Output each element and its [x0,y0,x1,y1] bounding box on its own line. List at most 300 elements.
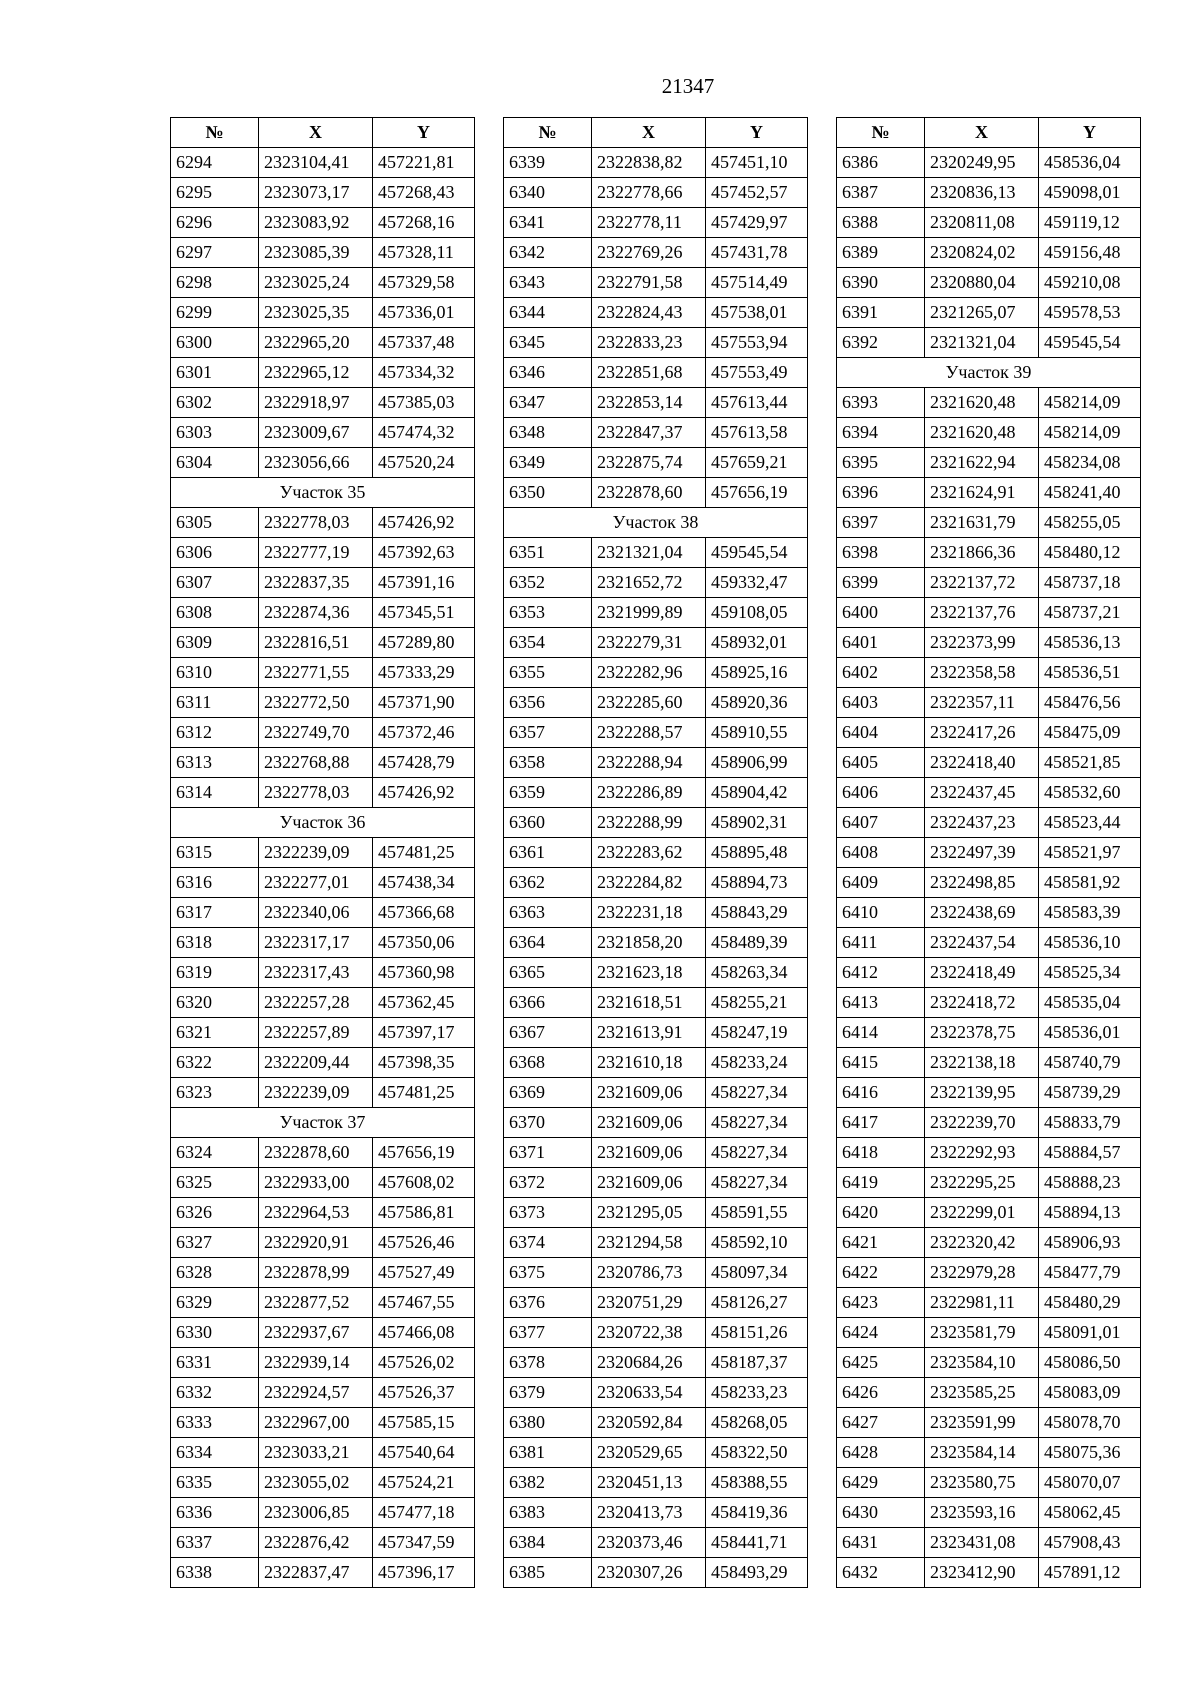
table-row [837,1468,1141,1498]
table-row [504,898,808,928]
x-coordinate-cell: 2321609,06 [592,1108,706,1138]
y-coordinate-cell: 458227,34 [706,1078,808,1108]
point-number-cell: 6430 [837,1498,925,1528]
table-row [171,1018,475,1048]
y-coordinate-cell: 458097,34 [706,1258,808,1288]
y-coordinate-cell: 458532,60 [1039,778,1141,808]
table-row [504,1288,808,1318]
x-coordinate-cell: 2323085,39 [259,238,373,268]
point-number-cell: 6322 [171,1048,259,1078]
table-row [171,1198,475,1228]
y-coordinate-cell: 458477,79 [1039,1258,1141,1288]
y-coordinate-cell: 458083,09 [1039,1378,1141,1408]
table-row [504,838,808,868]
y-coordinate-cell: 458476,56 [1039,688,1141,718]
table-row [171,778,475,808]
x-coordinate-cell: 2322937,67 [259,1318,373,1348]
table-row [504,1468,808,1498]
table-row [171,1048,475,1078]
point-number-cell: 6385 [504,1558,592,1588]
point-number-cell: 6376 [504,1288,592,1318]
y-coordinate-cell: 458888,23 [1039,1168,1141,1198]
table-row [504,628,808,658]
y-coordinate-cell: 457429,97 [706,208,808,238]
y-coordinate-cell: 458247,19 [706,1018,808,1048]
table-row [171,1288,475,1318]
x-coordinate-cell: 2322838,82 [592,148,706,178]
x-coordinate-cell: 2322778,11 [592,208,706,238]
x-coordinate-cell: 2323083,92 [259,208,373,238]
x-coordinate-cell: 2323585,25 [925,1378,1039,1408]
section-row [837,358,1141,388]
point-number-cell: 6409 [837,868,925,898]
point-number-cell: 6432 [837,1558,925,1588]
point-number-cell: 6390 [837,268,925,298]
y-coordinate-cell: 458583,39 [1039,898,1141,928]
x-coordinate-cell: 2323025,24 [259,268,373,298]
point-number-cell: 6380 [504,1408,592,1438]
x-coordinate-cell: 2323025,35 [259,298,373,328]
y-coordinate-cell: 458441,71 [706,1528,808,1558]
table-row [171,238,475,268]
table-row [504,1348,808,1378]
table-row [837,1258,1141,1288]
x-coordinate-cell: 2322498,85 [925,868,1039,898]
table-row [837,1108,1141,1138]
y-coordinate-cell: 459545,54 [706,538,808,568]
point-number-cell: 6320 [171,988,259,1018]
table-row [504,928,808,958]
y-coordinate-cell: 457372,46 [373,718,475,748]
table-row [837,508,1141,538]
table-row [837,688,1141,718]
point-number-cell: 6374 [504,1228,592,1258]
x-coordinate-cell: 2322239,70 [925,1108,1039,1138]
point-number-cell: 6429 [837,1468,925,1498]
table-row [504,1108,808,1138]
point-number-cell: 6316 [171,868,259,898]
y-coordinate-cell: 459098,01 [1039,178,1141,208]
table-row [837,598,1141,628]
point-number-cell: 6334 [171,1438,259,1468]
y-coordinate-cell: 457524,21 [373,1468,475,1498]
y-coordinate-cell: 457268,43 [373,178,475,208]
y-coordinate-cell: 457333,29 [373,658,475,688]
y-coordinate-cell: 458932,01 [706,628,808,658]
y-coordinate-cell: 457391,16 [373,568,475,598]
point-number-cell: 6337 [171,1528,259,1558]
y-coordinate-cell: 459545,54 [1039,328,1141,358]
point-number-cell: 6428 [837,1438,925,1468]
y-coordinate-cell: 457334,32 [373,358,475,388]
table-row [837,1228,1141,1258]
point-number-cell: 6358 [504,748,592,778]
table-row [171,208,475,238]
table-row [837,1138,1141,1168]
y-coordinate-cell: 458419,36 [706,1498,808,1528]
y-coordinate-cell: 458523,44 [1039,808,1141,838]
point-number-cell: 6388 [837,208,925,238]
y-coordinate-cell: 458227,34 [706,1108,808,1138]
table-row [837,238,1141,268]
table-row [837,298,1141,328]
x-coordinate-cell: 2322320,42 [925,1228,1039,1258]
table-row [837,1318,1141,1348]
y-coordinate-cell: 458536,01 [1039,1018,1141,1048]
x-coordinate-cell: 2321623,18 [592,958,706,988]
y-coordinate-cell: 458489,39 [706,928,808,958]
x-coordinate-cell: 2322373,99 [925,628,1039,658]
x-coordinate-cell: 2322138,18 [925,1048,1039,1078]
point-number-cell: 6394 [837,418,925,448]
x-coordinate-cell: 2322437,45 [925,778,1039,808]
point-number-cell: 6347 [504,388,592,418]
table-row [504,568,808,598]
point-number-cell: 6333 [171,1408,259,1438]
y-coordinate-cell: 457328,11 [373,238,475,268]
table-row [837,1378,1141,1408]
table-row [171,868,475,898]
x-coordinate-cell: 2322875,74 [592,448,706,478]
section-row [504,508,808,538]
y-coordinate-cell: 457336,01 [373,298,475,328]
x-coordinate-cell: 2322286,89 [592,778,706,808]
table-row [171,1348,475,1378]
point-number-cell: 6372 [504,1168,592,1198]
point-number-cell: 6400 [837,598,925,628]
x-coordinate-cell: 2323593,16 [925,1498,1039,1528]
point-number-cell: 6317 [171,898,259,928]
point-number-cell: 6338 [171,1558,259,1588]
x-coordinate-cell: 2321620,48 [925,388,1039,418]
y-coordinate-cell: 457659,21 [706,448,808,478]
x-coordinate-cell: 2322876,42 [259,1528,373,1558]
table-row [171,508,475,538]
x-coordinate-cell: 2321624,91 [925,478,1039,508]
x-coordinate-cell: 2321999,89 [592,598,706,628]
point-number-cell: 6360 [504,808,592,838]
y-coordinate-cell: 458895,48 [706,838,808,868]
x-coordinate-cell: 2322965,20 [259,328,373,358]
x-coordinate-cell: 2322283,62 [592,838,706,868]
table-row [171,1498,475,1528]
table-row [171,1078,475,1108]
table-row [171,268,475,298]
x-coordinate-cell: 2322769,26 [592,238,706,268]
y-coordinate-cell: 457431,78 [706,238,808,268]
x-coordinate-cell: 2322771,55 [259,658,373,688]
point-number-cell: 6330 [171,1318,259,1348]
point-number-cell: 6401 [837,628,925,658]
x-coordinate-cell: 2321265,07 [925,298,1039,328]
table-row [504,1528,808,1558]
x-coordinate-cell: 2322967,00 [259,1408,373,1438]
table-row [504,448,808,478]
y-coordinate-cell: 457268,16 [373,208,475,238]
point-number-cell: 6362 [504,868,592,898]
y-coordinate-cell: 457347,59 [373,1528,475,1558]
y-coordinate-cell: 458737,21 [1039,598,1141,628]
x-coordinate-cell: 2322231,18 [592,898,706,928]
x-coordinate-cell: 2322292,93 [925,1138,1039,1168]
x-coordinate-cell: 2322497,39 [925,838,1039,868]
point-number-cell: 6294 [171,148,259,178]
table-row [837,178,1141,208]
header-y: Y [1039,118,1141,148]
point-number-cell: 6363 [504,898,592,928]
point-number-cell: 6348 [504,418,592,448]
table-row [171,658,475,688]
y-coordinate-cell: 457481,25 [373,1078,475,1108]
header-x: X [925,118,1039,148]
section-title: Участок 35 [171,478,475,508]
point-number-cell: 6307 [171,568,259,598]
y-coordinate-cell: 457514,49 [706,268,808,298]
point-number-cell: 6304 [171,448,259,478]
table-row [837,898,1141,928]
table-row [171,598,475,628]
y-coordinate-cell: 457553,94 [706,328,808,358]
table-row [837,208,1141,238]
x-coordinate-cell: 2323584,10 [925,1348,1039,1378]
x-coordinate-cell: 2322438,69 [925,898,1039,928]
table-row [504,418,808,448]
table-row [504,208,808,238]
table-row [837,1078,1141,1108]
point-number-cell: 6411 [837,928,925,958]
y-coordinate-cell: 458737,18 [1039,568,1141,598]
point-number-cell: 6387 [837,178,925,208]
x-coordinate-cell: 2320811,08 [925,208,1039,238]
x-coordinate-cell: 2322749,70 [259,718,373,748]
y-coordinate-cell: 458884,57 [1039,1138,1141,1168]
point-number-cell: 6357 [504,718,592,748]
y-coordinate-cell: 457329,58 [373,268,475,298]
x-coordinate-cell: 2323009,67 [259,418,373,448]
table-row [837,868,1141,898]
y-coordinate-cell: 457585,15 [373,1408,475,1438]
x-coordinate-cell: 2322878,60 [592,478,706,508]
point-number-cell: 6375 [504,1258,592,1288]
y-coordinate-cell: 457553,49 [706,358,808,388]
table-row [504,238,808,268]
y-coordinate-cell: 457221,81 [373,148,475,178]
x-coordinate-cell: 2323055,02 [259,1468,373,1498]
point-number-cell: 6351 [504,538,592,568]
table-row [504,1408,808,1438]
y-coordinate-cell: 457385,03 [373,388,475,418]
point-number-cell: 6399 [837,568,925,598]
point-number-cell: 6384 [504,1528,592,1558]
table-row [171,298,475,328]
point-number-cell: 6403 [837,688,925,718]
point-number-cell: 6420 [837,1198,925,1228]
point-number-cell: 6300 [171,328,259,358]
point-number-cell: 6423 [837,1288,925,1318]
point-number-cell: 6344 [504,298,592,328]
table-row [504,1438,808,1468]
y-coordinate-cell: 458536,10 [1039,928,1141,958]
y-coordinate-cell: 458525,34 [1039,958,1141,988]
table-row [504,328,808,358]
point-number-cell: 6402 [837,658,925,688]
point-number-cell: 6339 [504,148,592,178]
x-coordinate-cell: 2322933,00 [259,1168,373,1198]
point-number-cell: 6383 [504,1498,592,1528]
y-coordinate-cell: 458843,29 [706,898,808,928]
y-coordinate-cell: 458214,09 [1039,388,1141,418]
header-y: Y [373,118,475,148]
point-number-cell: 6371 [504,1138,592,1168]
table-row [171,928,475,958]
x-coordinate-cell: 2322299,01 [925,1198,1039,1228]
x-coordinate-cell: 2321609,06 [592,1138,706,1168]
table-row [504,1138,808,1168]
x-coordinate-cell: 2321613,91 [592,1018,706,1048]
point-number-cell: 6417 [837,1108,925,1138]
x-coordinate-cell: 2323056,66 [259,448,373,478]
point-number-cell: 6298 [171,268,259,298]
x-coordinate-cell: 2322137,76 [925,598,1039,628]
point-number-cell: 6356 [504,688,592,718]
x-coordinate-cell: 2320249,95 [925,148,1039,178]
section-title: Участок 39 [837,358,1141,388]
point-number-cell: 6397 [837,508,925,538]
point-number-cell: 6377 [504,1318,592,1348]
y-coordinate-cell: 459332,47 [706,568,808,598]
point-number-cell: 6352 [504,568,592,598]
y-coordinate-cell: 458233,23 [706,1378,808,1408]
header-number: № [171,118,259,148]
y-coordinate-cell: 457366,68 [373,898,475,928]
point-number-cell: 6425 [837,1348,925,1378]
point-number-cell: 6379 [504,1378,592,1408]
x-coordinate-cell: 2320307,26 [592,1558,706,1588]
x-coordinate-cell: 2322847,37 [592,418,706,448]
point-number-cell: 6381 [504,1438,592,1468]
point-number-cell: 6373 [504,1198,592,1228]
point-number-cell: 6418 [837,1138,925,1168]
y-coordinate-cell: 458493,29 [706,1558,808,1588]
y-coordinate-cell: 457481,25 [373,838,475,868]
x-coordinate-cell: 2321858,20 [592,928,706,958]
point-number-cell: 6331 [171,1348,259,1378]
point-number-cell: 6386 [837,148,925,178]
table-row [171,568,475,598]
point-number-cell: 6415 [837,1048,925,1078]
table-row [837,1198,1141,1228]
x-coordinate-cell: 2322285,60 [592,688,706,718]
table-row [171,688,475,718]
x-coordinate-cell: 2323006,85 [259,1498,373,1528]
y-coordinate-cell: 457466,08 [373,1318,475,1348]
point-number-cell: 6427 [837,1408,925,1438]
point-number-cell: 6329 [171,1288,259,1318]
x-coordinate-cell: 2322288,99 [592,808,706,838]
point-number-cell: 6398 [837,538,925,568]
table-row [171,1258,475,1288]
x-coordinate-cell: 2322878,60 [259,1138,373,1168]
table-header-row [837,118,1141,148]
y-coordinate-cell: 457520,24 [373,448,475,478]
y-coordinate-cell: 457428,79 [373,748,475,778]
y-coordinate-cell: 459119,12 [1039,208,1141,238]
table-row [837,958,1141,988]
table-row [504,688,808,718]
point-number-cell: 6353 [504,598,592,628]
point-number-cell: 6395 [837,448,925,478]
y-coordinate-cell: 458910,55 [706,718,808,748]
point-number-cell: 6391 [837,298,925,328]
x-coordinate-cell: 2322137,72 [925,568,1039,598]
point-number-cell: 6396 [837,478,925,508]
table-row [171,988,475,1018]
y-coordinate-cell: 457908,43 [1039,1528,1141,1558]
table-row [171,538,475,568]
x-coordinate-cell: 2323580,75 [925,1468,1039,1498]
x-coordinate-cell: 2322378,75 [925,1018,1039,1048]
table-row [504,958,808,988]
y-coordinate-cell: 457608,02 [373,1168,475,1198]
point-number-cell: 6340 [504,178,592,208]
table-row [837,658,1141,688]
point-number-cell: 6364 [504,928,592,958]
y-coordinate-cell: 458070,07 [1039,1468,1141,1498]
y-coordinate-cell: 458521,97 [1039,838,1141,868]
x-coordinate-cell: 2320684,26 [592,1348,706,1378]
table-row [171,388,475,418]
point-number-cell: 6306 [171,538,259,568]
y-coordinate-cell: 457656,19 [373,1138,475,1168]
x-coordinate-cell: 2322791,58 [592,268,706,298]
y-coordinate-cell: 459578,53 [1039,298,1141,328]
table-row [504,1078,808,1108]
y-coordinate-cell: 457397,17 [373,1018,475,1048]
y-coordinate-cell: 457371,90 [373,688,475,718]
y-coordinate-cell: 458187,37 [706,1348,808,1378]
table-row [171,148,475,178]
x-coordinate-cell: 2322417,26 [925,718,1039,748]
y-coordinate-cell: 457613,44 [706,388,808,418]
y-coordinate-cell: 458906,99 [706,748,808,778]
y-coordinate-cell: 458062,45 [1039,1498,1141,1528]
point-number-cell: 6355 [504,658,592,688]
table-row [504,598,808,628]
table-row [504,148,808,178]
y-coordinate-cell: 458536,04 [1039,148,1141,178]
point-number-cell: 6311 [171,688,259,718]
table-row [171,1168,475,1198]
header-x: X [259,118,373,148]
point-number-cell: 6406 [837,778,925,808]
point-number-cell: 6324 [171,1138,259,1168]
x-coordinate-cell: 2323033,21 [259,1438,373,1468]
y-coordinate-cell: 458894,13 [1039,1198,1141,1228]
table-row [837,1438,1141,1468]
x-coordinate-cell: 2323591,99 [925,1408,1039,1438]
x-coordinate-cell: 2320373,46 [592,1528,706,1558]
x-coordinate-cell: 2323581,79 [925,1318,1039,1348]
table-row [837,988,1141,1018]
point-number-cell: 6367 [504,1018,592,1048]
table-row [171,1438,475,1468]
y-coordinate-cell: 457527,49 [373,1258,475,1288]
y-coordinate-cell: 458475,09 [1039,718,1141,748]
point-number-cell: 6335 [171,1468,259,1498]
x-coordinate-cell: 2322239,09 [259,838,373,868]
coordinates-table-2 [503,117,808,1588]
point-number-cell: 6421 [837,1228,925,1258]
